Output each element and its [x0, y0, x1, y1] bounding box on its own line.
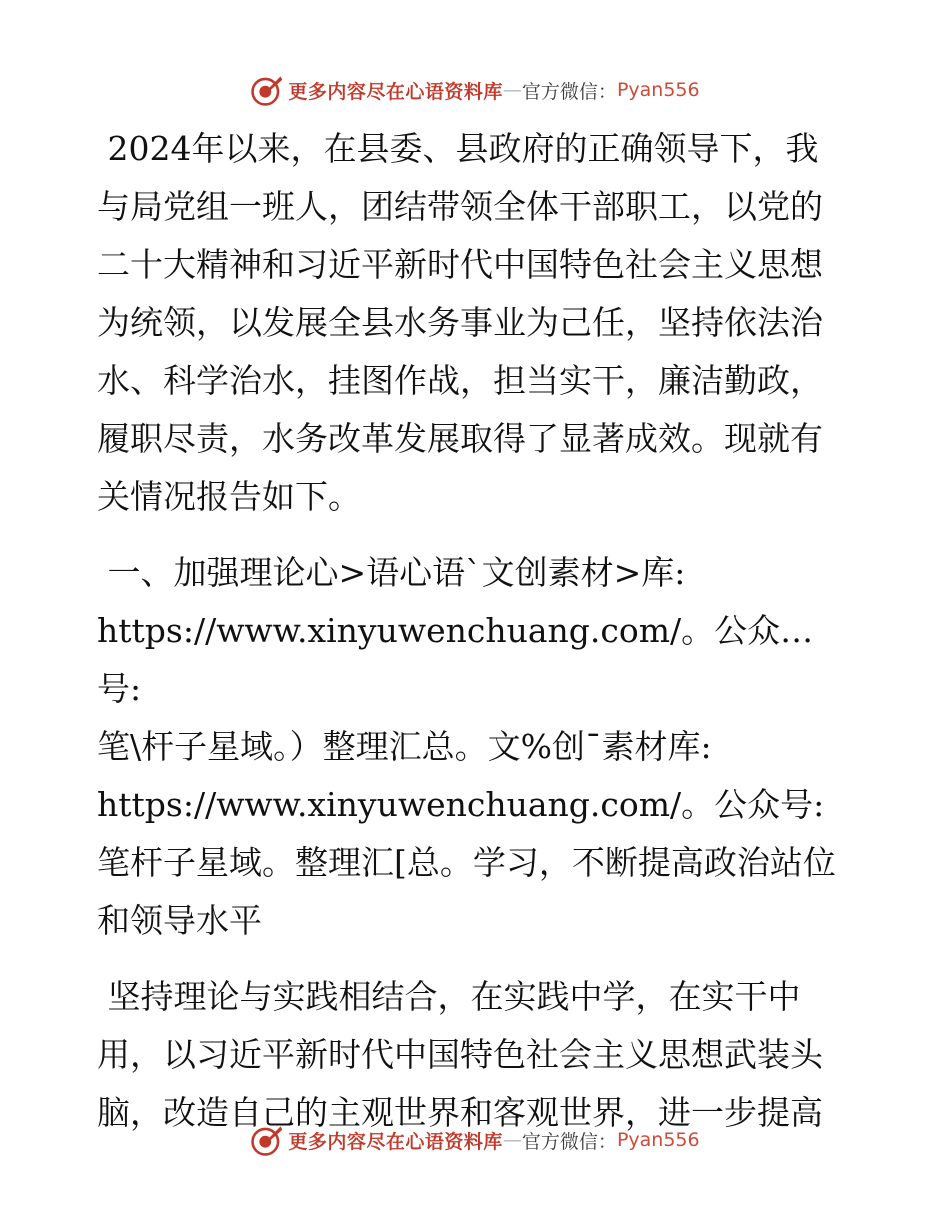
- banner-title: 更多内容尽在心语资料库: [288, 80, 503, 103]
- banner-wechat-id: Pyan556: [616, 79, 700, 101]
- header-banner: [0, 70, 950, 110]
- pen-logo-icon: [250, 1123, 284, 1157]
- banner-title: 更多内容尽在心语资料库: [288, 1130, 503, 1153]
- banner-dash: —: [502, 1129, 522, 1151]
- footer-banner: [0, 1120, 950, 1160]
- banner-dash: —: [502, 79, 522, 101]
- banner-wechat-id: Pyan556: [616, 1129, 700, 1151]
- paragraph-practice: 坚持理论与实践相结合，在实践中学，在实干中用，以习近平新时代中国特色社会主义思想武装头脑，改造自己的主观世界和客观世界，进一步提高: [97, 977, 823, 1132]
- document-body: [97, 120, 849, 1142]
- paragraph-section-one: 一、加强理论心>语心语`文创素材>库: https://www.xinyuwenchuang.com/。公众…号: 笔\杆子星域。）整理汇总。文%创¯素材库: https://www.xinyuwenchuang.com/。公众号: 笔杆子星域。整理汇[总。学习，不断提高政治站位和领导水平: [97, 553, 836, 940]
- banner-wechat-label: 官方微信：: [521, 1130, 617, 1153]
- paragraph-intro: 2024年以来，在县委、县政府的正确领导下，我与局党组一班人，团结带领全体干部职工，以党的二十大精神和习近平新时代中国特色社会主义思想为统领，以发展全县水务事业为己任，坚持依法治水、科学治水，挂图作战，担当实干，廉洁勤政，履职尽责，水务改革发展取得了显著成效。现就有关情况报告如下。: [97, 129, 823, 516]
- banner-wechat-label: 官方微信：: [521, 80, 617, 103]
- pen-logo-icon: [250, 73, 284, 107]
